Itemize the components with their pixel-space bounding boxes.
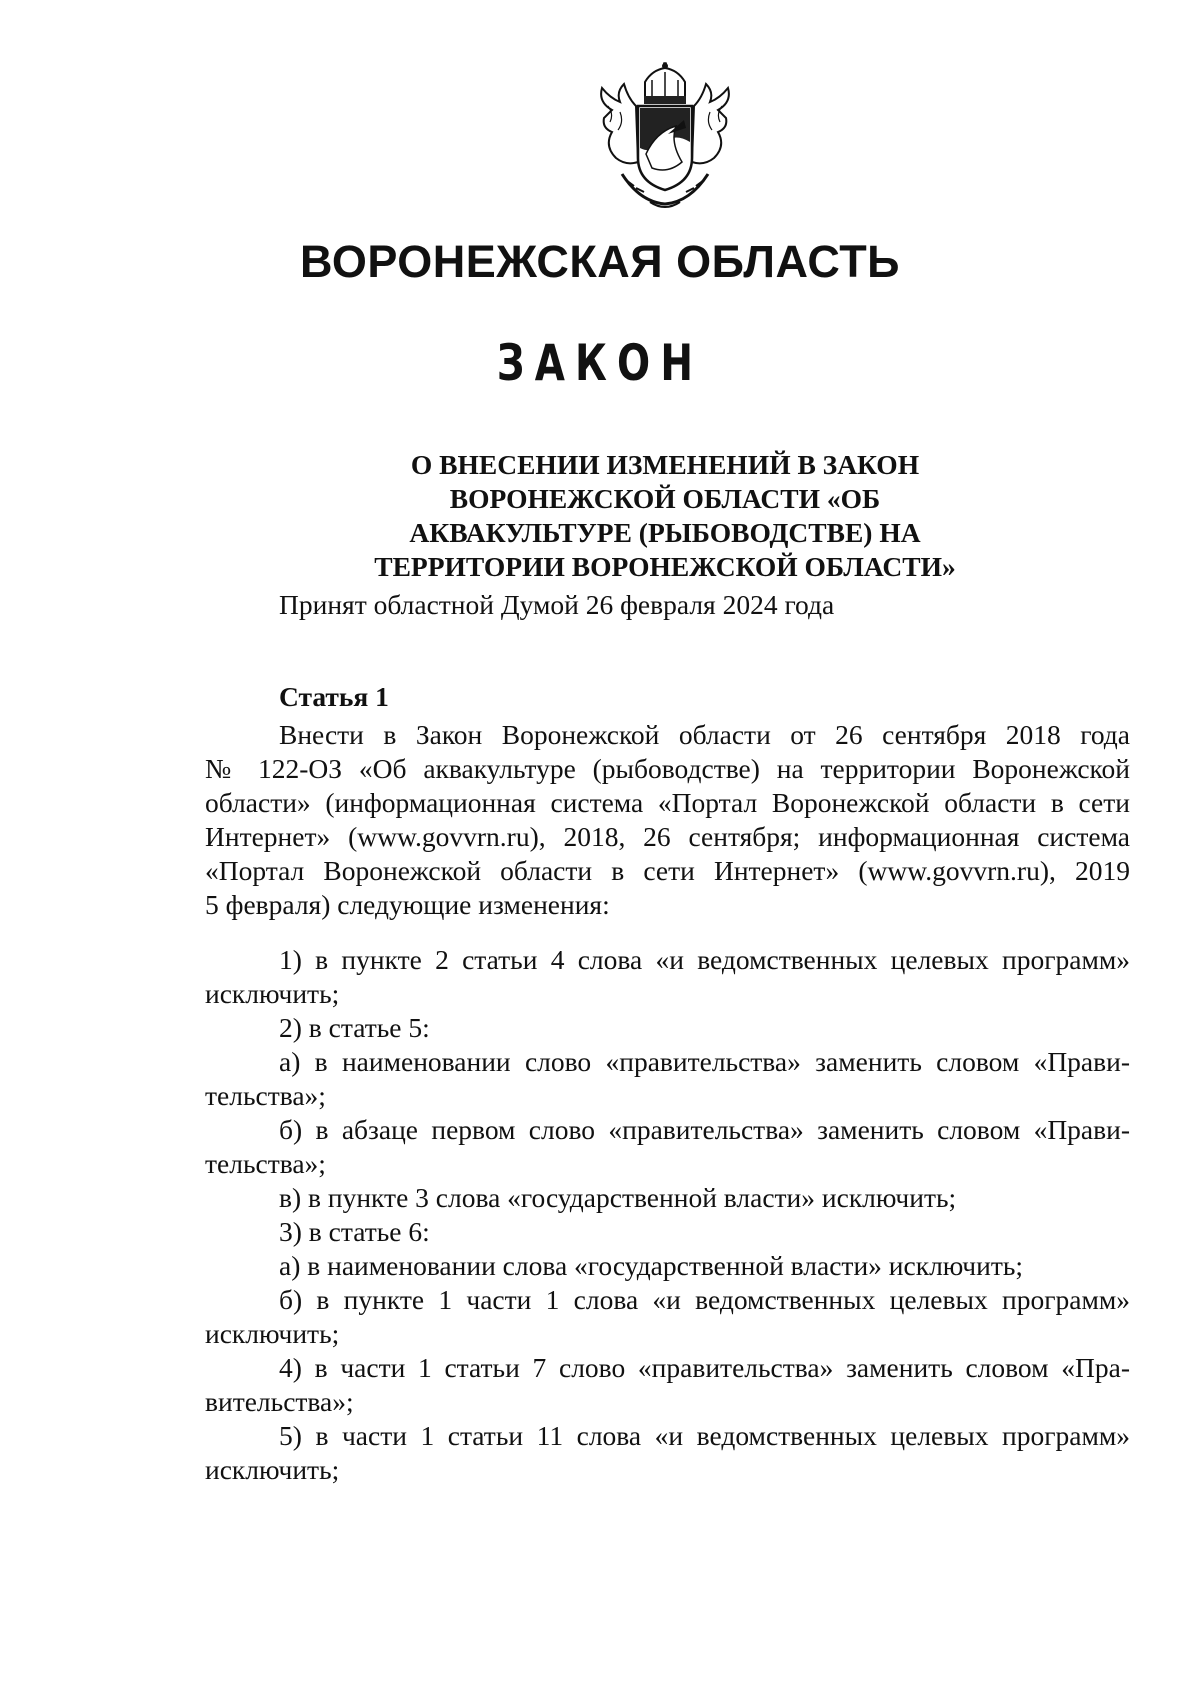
list-item-continuation: исключить;: [205, 1454, 340, 1485]
intro-line: № 122-ОЗ «Об аквакультуре (рыбоводстве) на территории Воронежской: [205, 753, 1130, 784]
list-item-continuation: исключить;: [205, 978, 340, 1009]
list-item-continuation: вительства»;: [205, 1386, 354, 1417]
list-item: в) в пункте 3 слова «государственной власти» исключить;: [279, 1182, 957, 1213]
list-item: 4) в части 1 статьи 7 слово «правительства» заменить словом «Пра-: [279, 1352, 1130, 1383]
list-item-continuation: исключить;: [205, 1318, 340, 1349]
intro-line: «Портал Воронежской области в сети Интернет» (www.govvrn.ru), 2019: [205, 855, 1130, 886]
list-item: б) в пункте 1 части 1 слова «и ведомственных целевых программ»: [279, 1284, 1130, 1315]
list-item: 3) в статье 6:: [279, 1216, 430, 1247]
law-title-line: ТЕРРИТОРИИ ВОРОНЕЖСКОЙ ОБЛАСТИ»: [374, 551, 956, 582]
document-type-heading: ЗАКОН: [496, 334, 704, 392]
list-item-continuation: тельства»;: [205, 1148, 326, 1179]
article-heading: Статья 1: [279, 681, 389, 712]
law-title: [200, 448, 1130, 584]
list-item: б) в абзаце первом слово «правительства» заменить словом «Прави-: [279, 1114, 1130, 1145]
intro-line: области» (информационная система «Портал Воронежской области в сети: [205, 787, 1130, 818]
list-item-continuation: тельства»;: [205, 1080, 326, 1111]
adoption-date: Принят областной Думой 26 февраля 2024 года: [279, 589, 835, 620]
intro-line: Интернет» (www.govvrn.ru), 2018, 26 сентября; информационная система: [205, 821, 1130, 852]
list-item: а) в наименовании слова «государственной власти» исключить;: [279, 1250, 1024, 1281]
intro-line: Внести в Закон Воронежской области от 26 сентября 2018 года: [279, 719, 1130, 750]
list-item: а) в наименовании слово «правительства» заменить словом «Прави-: [279, 1046, 1130, 1077]
voronezh-oblast-coat-of-arms-icon: [590, 62, 740, 212]
list-item: 2) в статье 5:: [279, 1012, 430, 1043]
law-title-line: О ВНЕСЕНИИ ИЗМЕНЕНИЙ В ЗАКОН: [410, 449, 920, 480]
region-heading: ВОРОНЕЖСКАЯ ОБЛАСТЬ: [299, 236, 901, 287]
list-item: 1) в пункте 2 статьи 4 слова «и ведомственных целевых программ»: [279, 944, 1130, 975]
list-item: 5) в части 1 статьи 11 слова «и ведомственных целевых программ»: [279, 1420, 1130, 1451]
law-title-line: ВОРОНЕЖСКОЙ ОБЛАСТИ «ОБ: [449, 483, 881, 514]
law-title-line: АКВАКУЛЬТУРЕ (РЫБОВОДСТВЕ) НА: [409, 517, 921, 548]
intro-line: 5 февраля) следующие изменения:: [205, 889, 610, 920]
